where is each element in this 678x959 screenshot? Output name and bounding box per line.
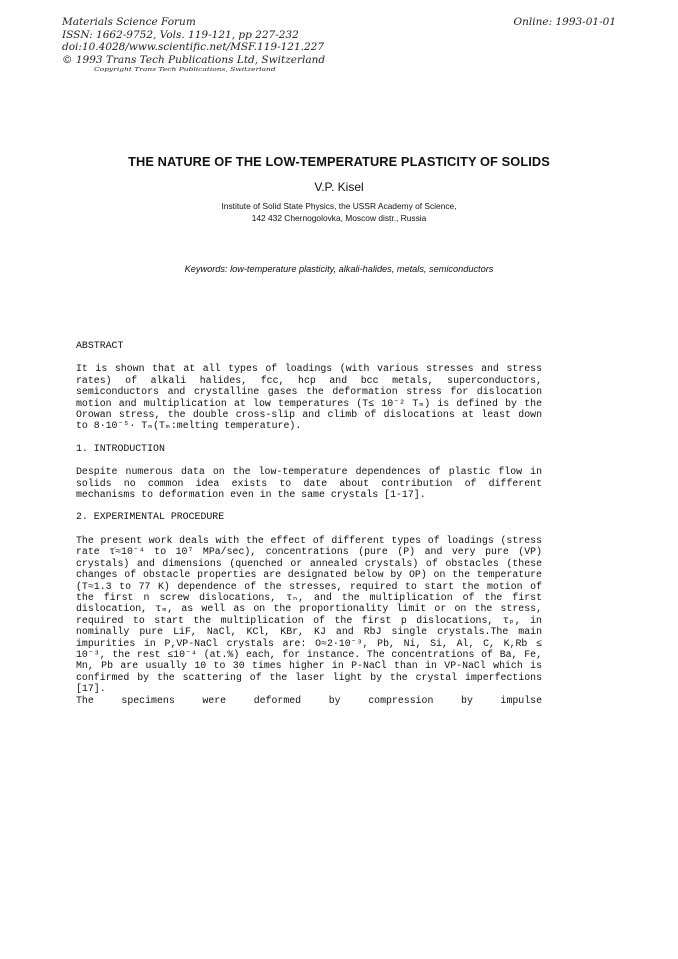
introduction-heading: 1. INTRODUCTION (76, 442, 165, 454)
issn-line: ISSN: 1662-9752, Vols. 119-121, pp 227-232 (62, 28, 299, 41)
abstract-text: It is shown that at all types of loadings (with various stresses and stress rates) of alkali halides, fcc, hcp and bcc metals, superconductors, semiconductors and crystalline gases the deformation stress for dislocation motion and multiplication at low temperatures (T≤ 10⁻² Tₘ) is defined by the Orowan stress, the double cross-slip and climb of dislocations at least down to 8·10⁻⁵· Tₘ(Tₘ:melting temperature). (76, 363, 542, 432)
copyright-stamp: Copyright Trans Tech Publications, Switzerland (94, 66, 276, 73)
doi-line: doi:10.4028/www.scientific.net/MSF.119-121.227 (62, 41, 325, 54)
journal-header (62, 16, 325, 66)
publisher-line: © 1993 Trans Tech Publications Ltd, Switzerland (62, 53, 326, 66)
abstract-heading: ABSTRACT (76, 340, 124, 351)
paper-body (76, 340, 542, 706)
affiliation-line-2: 142 432 Chernogolovka, Moscow distr., Russia (251, 212, 427, 223)
journal-name: Materials Science Forum (62, 16, 196, 28)
experimental-text-continued: The specimens were deformed by compression by impulse (76, 694, 542, 706)
experimental-heading: 2. EXPERIMENTAL PROCEDURE (76, 511, 225, 523)
experimental-text: The present work deals with the effect of different types of loadings (stress rate τ̇≈10⁻⁴ to 10⁷ MPa/sec), concentrations (pure (P) and very pure (VP) crystals) and dimensions (quenched or annealed crystals) of obstacles (these changes of obstacle properties are designated below by OP) on the temperature (T≈1.3 to 77 K) dependence of the stresses, required to start the motion of the first n screw dislocations, τₙ, and the multiplication of the first dislocation, τₘ, as well as on the proportionality limit or on the stress, required to start the multiplication of the first p dislocations, τₚ, in nominally pure LiF, NaCl, KCl, KBr, KJ and RbJ single crystals.The main impurities in P,VP-NaCl crystals are: O≈2·10⁻³, Pb, Ni, Si, Al, C, K,Rb ≤ 10⁻³, the rest ≤10⁻⁴ (at.%) each, for instance. The concentrations of Ba, Fe, Mn, Pb are usually 10 to 30 times higher in P-NaCl than in VP-NaCl which is confirmed by the scattering of the laser light by the crystal imperfections [17]. (76, 534, 542, 695)
introduction-text: Despite numerous data on the low-temperature dependences of plastic flow in solids no common idea exists to date about contribution of different mechanisms to deformation even in the same crystals [1-17]. (76, 466, 542, 501)
online-date: Online: 1993-01-01 (513, 16, 616, 28)
paper-author: V.P. Kisel (314, 180, 364, 194)
affiliation-line-1: Institute of Solid State Physics, the USSR Academy of Science, (221, 201, 457, 211)
keywords: Keywords: low-temperature plasticity, alkali-halides, metals, semiconductors (184, 264, 494, 274)
paper-title: THE NATURE OF THE LOW-TEMPERATURE PLASTICITY OF SOLIDS (128, 154, 550, 169)
affiliation (0, 201, 678, 224)
